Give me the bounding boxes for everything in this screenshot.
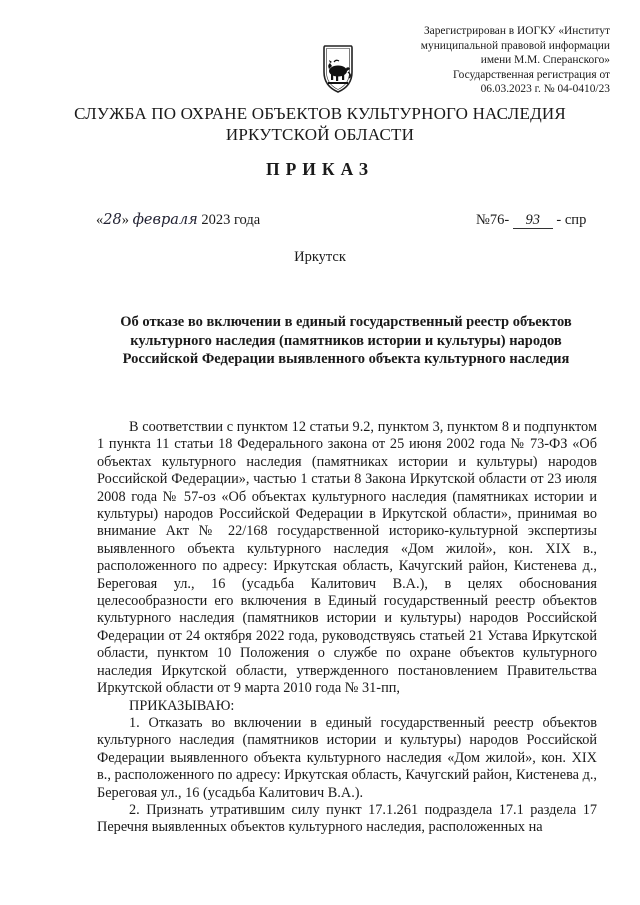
date-quote-open: « xyxy=(96,212,104,228)
date-month: февраля xyxy=(132,212,198,228)
order-body xyxy=(97,419,597,837)
date-quote-close: » xyxy=(121,212,129,228)
agency-line: СЛУЖБА ПО ОХРАНЕ ОБЪЕКТОВ КУЛЬТУРНОГО НАСЛЕДИЯ xyxy=(74,104,566,123)
order-number xyxy=(476,212,586,229)
subject-line: культурного наследия (памятников истории и культуры) народов xyxy=(130,332,562,349)
number-suffix: - спр xyxy=(556,212,587,228)
order-item-1: 1. Отказать во включении в единый государственный реестр объектов культурного наследия (памятников истории и культуры) народов Российской Федерации выявленного объекта культурного наследия «Дом жилой», кон. XIX в., расположенного по адресу: Иркутская область, Качугский район, Кистенева д., Береговая ул., 16 (усадьба Калитович В.А.). xyxy=(97,714,597,801)
agency-name xyxy=(40,103,600,145)
registration-line: имени М.М. Сперанского» xyxy=(480,54,610,67)
agency-line: ИРКУТСКОЙ ОБЛАСТИ xyxy=(225,125,415,144)
document-title: ПРИКАЗ xyxy=(265,159,375,179)
registration-line: муниципальной правовой информации xyxy=(420,39,610,52)
registration-line: 06.03.2023 г. № 04-0410/23 xyxy=(480,83,610,96)
date-year: 2023 года xyxy=(201,212,261,228)
registration-line: Зарегистрирован в ИОГКУ «Институт xyxy=(423,25,610,37)
irkutsk-coat-of-arms-icon xyxy=(318,42,358,94)
number-prefix: №76- xyxy=(476,212,510,228)
subject-line: Об отказе во включении в единый государственный реестр объектов xyxy=(120,314,572,330)
command-word: ПРИКАЗЫВАЮ: xyxy=(129,697,235,714)
order-subject xyxy=(96,313,596,369)
number-value: 93 xyxy=(513,213,553,229)
registration-line: Государственная регистрация от xyxy=(453,68,610,81)
subject-line: Российской Федерации выявленного объекта культурного наследия xyxy=(122,351,570,367)
preamble-paragraph: В соответствии с пунктом 12 статьи 9.2, пунктом 3, пунктом 8 и подпунктом 1 пункта 11 статьи 18 Федерального закона от 25 июня 2002 года № 73-ФЗ «Об объектах культурного наследия (памятниках истории и культуры) народов Российской Федерации», частью 1 статьи 8 Закона Иркутской области от 23 июля 2008 года № 57-оз «Об объектах культурного наследия (памятниках истории и культуры) народов Российской Федерации в Иркутской области», принимая во внимание Акт № 22/168 государственной историко-культурной экспертизы выявленного объекта культурного наследия «Дом жилой», кон. XIX в., расположенного по адресу: Иркутская область, Качугский район, Кистенева д., Береговая ул., 16 (усадьба Калитович В.А.), в целях обоснования целесообразности его включения в Единый государственный реестр объектов культурного наследия (памятников истории и культуры) народов Российской Федерации от 24 октября 2022 года, руководствуясь статьей 21 Устава Иркутской области, пунктом 10 Положения о службе по охране объектов культурного наследия Иркутской области, утвержденного постановлением Правительства Иркутской области от 9 марта 2010 года № 31-пп, xyxy=(97,419,597,697)
order-date xyxy=(96,212,260,229)
issue-city: Иркутск xyxy=(294,249,346,265)
date-day: 28 xyxy=(103,212,122,228)
order-item-2: 2. Признать утратившим силу пункт 17.1.261 подраздела 17.1 раздела 17 Перечня выявленных объектов культурного наследия, расположенных на xyxy=(97,801,597,836)
registration-stamp xyxy=(396,24,610,97)
